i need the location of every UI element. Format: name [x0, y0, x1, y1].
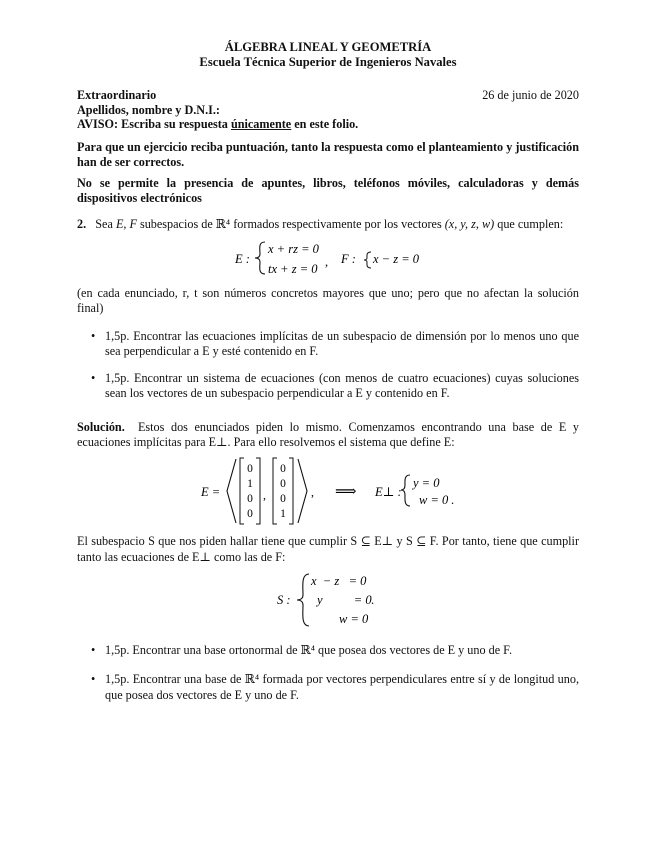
problem-statement: 2. Sea E, F subespacios de ℝ⁴ formados respectivamente por los vectores (x, y, z, w) que cumplen: — [77, 216, 564, 231]
solution-para-2: El subespacio S que nos piden hallar tiene que cumplir S ⊆ E⊥ y S ⊆ F. Por tanto, tiene que cumplir tanto las ecuaciones de E⊥ como las de F: — [77, 534, 579, 564]
vec1-left-bracket — [240, 458, 244, 524]
vec2-entry: 0 — [280, 463, 286, 476]
implies-arrow: ⟹ — [335, 484, 357, 501]
basis-comma: , — [311, 485, 314, 500]
aviso-post: en este folio. — [294, 117, 359, 131]
vec1 — [247, 463, 253, 520]
system-EF — [77, 236, 579, 280]
problem-note: (en cada enunciado, r, t son números concretos mayores que uno; pero que no afectan la solución final) — [77, 285, 579, 316]
S-eq1: x − z = 0 — [311, 573, 367, 588]
bullet-4: • 1,5p. Encontrar una base de ℝ⁴ formada por vectores perpendiculares entre sí y de longitud uno, que posea dos vectores de E y uno de F. — [91, 672, 579, 702]
Eperp-label: E⊥ : — [375, 485, 402, 500]
bullet-2: • 1,5p. Encontrar un sistema de ecuaciones (con menos de cuatro ecuaciones) cuyas soluciones sean los vectores de un subespacio perpendicular a E y contenido en F. — [91, 371, 579, 401]
F-brace — [364, 252, 371, 268]
E-comma: , — [325, 254, 329, 269]
vec1-entry: 0 — [247, 493, 253, 506]
vec2 — [280, 463, 286, 520]
F-eq: x − z = 0 — [373, 251, 420, 266]
rule-correctness: Para que un ejercicio reciba puntuación, tanto la respuesta como el planteamiento y justificación han de ser correctos. — [77, 139, 579, 169]
F-label: F : — [341, 251, 356, 266]
rule-no-devices: No se permite la presencia de apuntes, libros, teléfonos móviles, calculadoras y demás dispositivos electrónicos — [77, 176, 579, 206]
bullet-dot: • — [91, 328, 96, 343]
exam-type: Extraordinario — [77, 88, 157, 102]
left-angle — [227, 459, 236, 523]
Eperp-period: . — [451, 493, 455, 508]
Eperp-eq2: w = 0 — [419, 493, 449, 508]
name-line: Apellidos, nombre y D.N.I.: — [77, 102, 220, 117]
S-period: . — [371, 592, 375, 607]
S-brace — [297, 574, 309, 626]
vec1-right-bracket — [256, 458, 260, 524]
bullet-dot: • — [91, 642, 96, 657]
E-eq2: tx + z = 0 — [268, 261, 318, 276]
aviso-line — [77, 117, 579, 132]
vec-comma: , — [263, 488, 266, 503]
S-eq3: w = 0 — [339, 611, 369, 626]
Eperp-brace — [401, 475, 410, 506]
aviso-pre: Escriba su respuesta — [121, 117, 228, 131]
Eperp-eq1: y = 0 — [413, 476, 440, 491]
right-angle — [298, 459, 307, 523]
bullet-dot: • — [91, 371, 96, 386]
E-brace — [255, 242, 265, 274]
vec2-left-bracket — [273, 458, 277, 524]
system-EF-svg — [77, 236, 579, 280]
bullet-dot: • — [91, 672, 96, 687]
aviso-label: AVISO: — [77, 117, 119, 131]
S-label: S : — [277, 592, 291, 607]
school-name: Escuela Técnica Superior de Ingenieros Navales — [199, 55, 457, 69]
vec1-entry: 0 — [247, 508, 253, 521]
exam-page — [77, 40, 579, 703]
basis-lhs: E = — [201, 485, 221, 500]
solution-para-1: Solución. Estos dos enunciados piden lo mismo. Comenzamos encontrando una base de E y ecuaciones implícitas para E⊥. Para ello resolvemos el sistema que define E: — [77, 419, 579, 450]
aviso-underlined: únicamente — [230, 117, 292, 131]
problem-number: 2. — [77, 216, 87, 231]
vec2-entry: 1 — [280, 508, 286, 521]
vec2-entry: 0 — [280, 493, 286, 506]
S-eq2: y = 0 — [317, 592, 372, 607]
solution-label: Solución. — [77, 419, 125, 434]
system-S — [77, 571, 579, 633]
exam-header-row — [77, 88, 579, 103]
vec1-entry: 0 — [247, 463, 253, 476]
course-title: ÁLGEBRA LINEAL Y GEOMETRÍA — [224, 40, 432, 54]
r4-symbol: ℝ⁴ — [215, 216, 231, 231]
bullet-1: • 1,5p. Encontrar las ecuaciones implícitas de un subespacio de dimensión por lo menos uno que sea perpendicular a E y esté contenido en F. — [91, 328, 579, 358]
exam-date: 26 de junio de 2020 — [482, 88, 579, 102]
E-label: E : — [235, 251, 250, 266]
bullet-3: • 1,5p. Encontrar una base ortonormal de ℝ⁴ que posea dos vectores de E y uno de F. — [91, 642, 513, 657]
vec1-entry: 1 — [247, 478, 253, 491]
system-S-svg — [77, 571, 579, 633]
E-eq1: x + rz = 0 — [268, 241, 319, 256]
vec2-right-bracket — [289, 458, 293, 524]
basis-svg — [77, 454, 579, 528]
vec2-entry: 0 — [280, 478, 286, 491]
basis-block — [77, 454, 579, 528]
